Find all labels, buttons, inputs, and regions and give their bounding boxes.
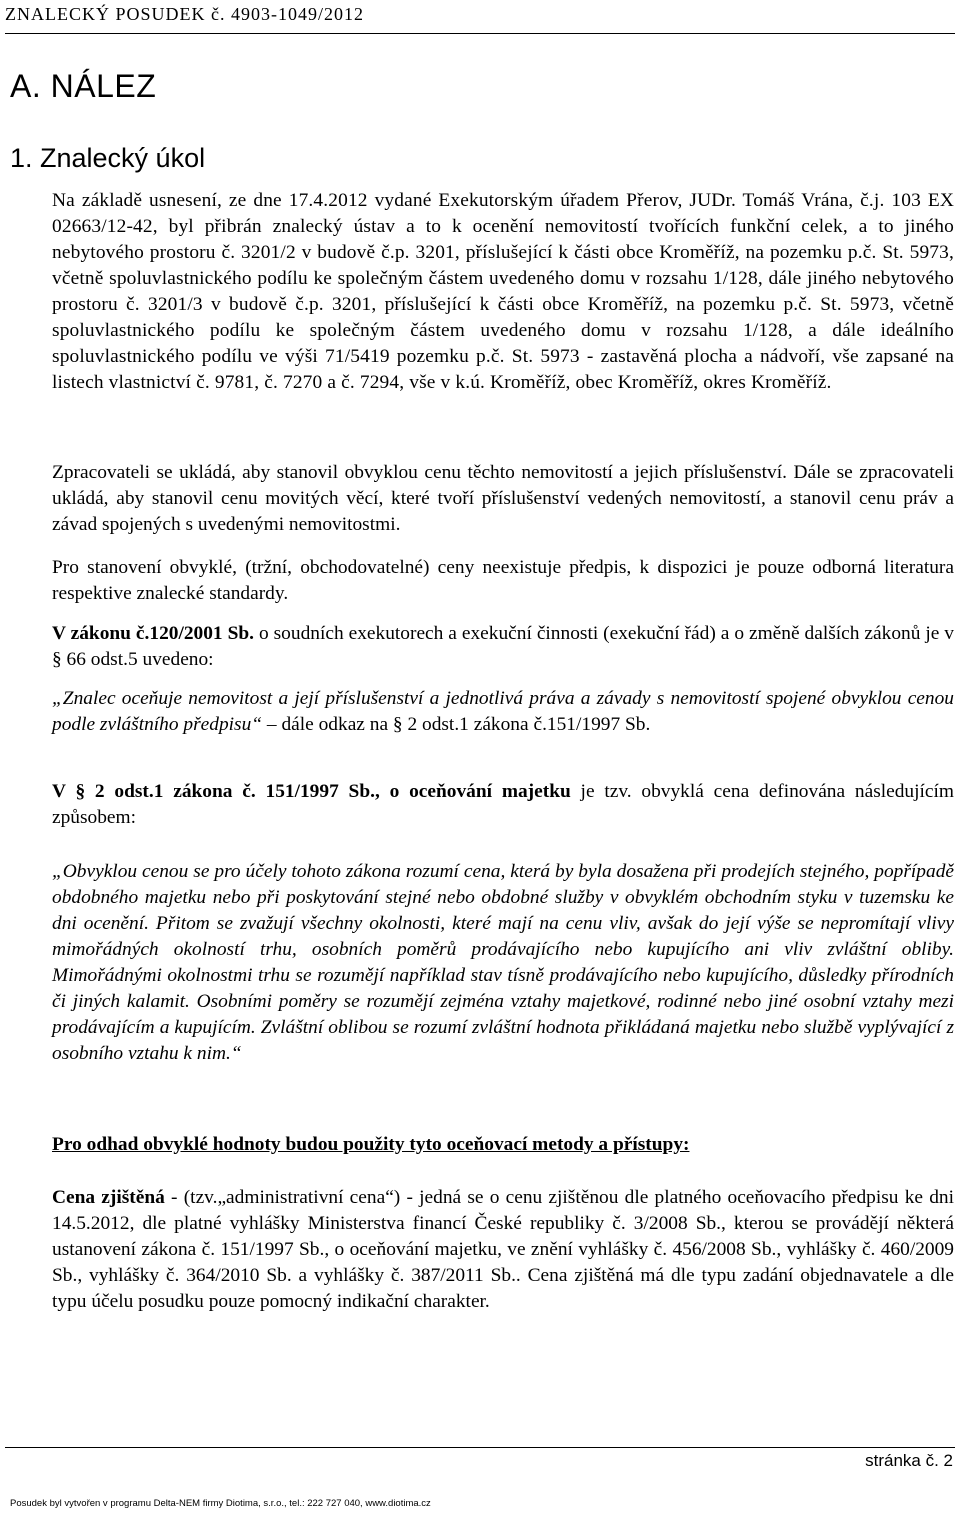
methods-heading — [52, 1132, 954, 1158]
definition-quote-paragraph — [52, 859, 954, 1067]
task-text: Zpracovateli se ukládá, aby stanovil obvyklou cenu těchto nemovitostí a jejich příslušenství. Dále se zpracovateli ukládá, aby stanovil cenu movitých věcí, které tvoří příslušenství vedených nemovitostí, a stanovil cenu práv a závad spojených s uvedenými nemovitostmi. — [52, 462, 954, 535]
price-term-bold: Cena zjištěná — [52, 1187, 165, 1208]
method-paragraph — [52, 555, 954, 607]
methods-heading-text: Pro odhad obvyklé hodnoty budou použity tyto oceňovací metody a přístupy: — [52, 1134, 690, 1155]
generator-note: Posudek byl vytvořen v programu Delta-NEM firmy Diotima, s.r.o., tel.: 222 727 040, www.diotima.cz — [10, 1498, 431, 1509]
document-title: ZNALECKÝ POSUDEK č. 4903-1049/2012 — [5, 4, 364, 24]
law-reference-bold: V zákonu č.120/2001 Sb. — [52, 623, 255, 644]
page-number: stránka č. 2 — [865, 1451, 953, 1470]
task-paragraph — [52, 460, 954, 538]
price-text: - (tzv.„administrativní cena“) - jedná se o cenu zjištěnou dle platného oceňovacího předpisu ke dni 14.5.2012, dle platné vyhlášky Ministerstva financí České republiky č. 3/2008 Sb., kterou se provádějí některá ustanovení zákona č. 151/1997 Sb., o oceňování majetku, ve znění vyhlášky č. 456/2008 Sb., vyhlášky č. 460/2009 Sb., vyhlášky č. 364/2010 Sb. a vyhlášky č. 387/2011 Sb.. Cena zjištěná má dle typu zadání objednavatele a dle typu účelu posudku pouze pomocný indikační charakter. — [52, 1187, 954, 1312]
page-header — [5, 4, 955, 34]
definition-quote-text: „Obvyklou cenou se pro účely tohoto zákona rozumí cena, která by byla dosažena při prodejích stejného, popřípadě obdobného majetku nebo při poskytování stejné nebo obdobné služby v obvyklém obchodním styku v tuzemsku ke dni ocenění. Přitom se zvažují všechny okolnosti, které mají na cenu vliv, avšak do její výše se nepromítají vlivy mimořádných okolností trhu, osobních poměrů prodávajícího nebo kupujícího ani vliv zvláštní obliby. Mimořádnými okolnostmi trhu se rozumějí například stav tísně prodávajícího nebo kupujícího, důsledky přírodních či jiných kalamit. Osobními poměry se rozumějí zejména vztahy majetkové, rodinné nebo jiné osobní vztahy mezi prodávajícím a kupujícím. Zvláštní oblibou se rozumí zvláštní hodnota přikládaná majetku nebo službě vyplývající z osobního vztahu k nim.“ — [52, 861, 954, 1064]
definition-intro-paragraph — [52, 779, 954, 831]
definition-intro-bold: V § 2 odst.1 zákona č. 151/1997 Sb., o oceňování majetku — [52, 781, 571, 802]
subsection-heading: 1. Znalecký úkol — [10, 143, 206, 173]
definition-intro-text: je tzv. obvyklá cena definována následujícím způsobem: — [52, 781, 954, 828]
quote-reference: – dále odkaz na § 2 odst.1 zákona č.151/1997 Sb. — [262, 714, 651, 735]
assignment-text: Na základě usnesení, ze dne 17.4.2012 vydané Exekutorským úřadem Přerov, JUDr. Tomáš Vrána, č.j. 103 EX 02663/12-42, byl přibrán znalecký ústav a to k ocenění nemovitostí tvořících funkční celek, a to jiného nebytového prostoru č. 3201/2 v budově č.p. 3201, příslušející k části obce Kroměříž, na pozemku p.č. St. 5973, včetně spoluvlastnického podílu ke společným částem uvedeného domu v rozsahu 1/128, dále jiného nebytového prostoru č. 3201/3 v budově č.p. 3201, příslušející k části obce Kroměříž, na pozemku p.č. St. 5973, včetně spoluvlastnického podílu ke společným částem uvedeného domu v rozsahu 1/128, a dále ideálního spoluvlastnického podílu ve výši 71/5419 pozemku p.č. St. 5973 - zastavěná plocha a nádvoří, vše zapsané na listech vlastnictví č. 9781, č. 7270 a č. 7294, vše v k.ú. Kroměříž, obec Kroměříž, okres Kroměříž. — [52, 190, 954, 393]
quote-italic: „Znalec oceňuje nemovitost a její příslušenství a jednotlivá práva a závady s nemovitostí spojené obvyklou cenou podle zvláštního předpisu“ — [52, 688, 954, 735]
law-reference-paragraph — [52, 621, 954, 673]
assignment-paragraph — [52, 188, 954, 396]
law-reference-text: o soudních exekutorech a exekuční činnosti (exekuční řád) a o změně dalších zákonů je v § 66 odst.5 uvedeno: — [52, 623, 955, 670]
footer-divider — [5, 1447, 955, 1448]
price-paragraph — [52, 1185, 954, 1315]
section-heading: A. NÁLEZ — [10, 68, 157, 104]
method-text: Pro stanovení obvyklé, (tržní, obchodovatelné) ceny neexistuje předpis, k dispozici je pouze odborná literatura respektive znalecké standardy. — [52, 557, 954, 604]
quote-paragraph — [52, 686, 954, 738]
